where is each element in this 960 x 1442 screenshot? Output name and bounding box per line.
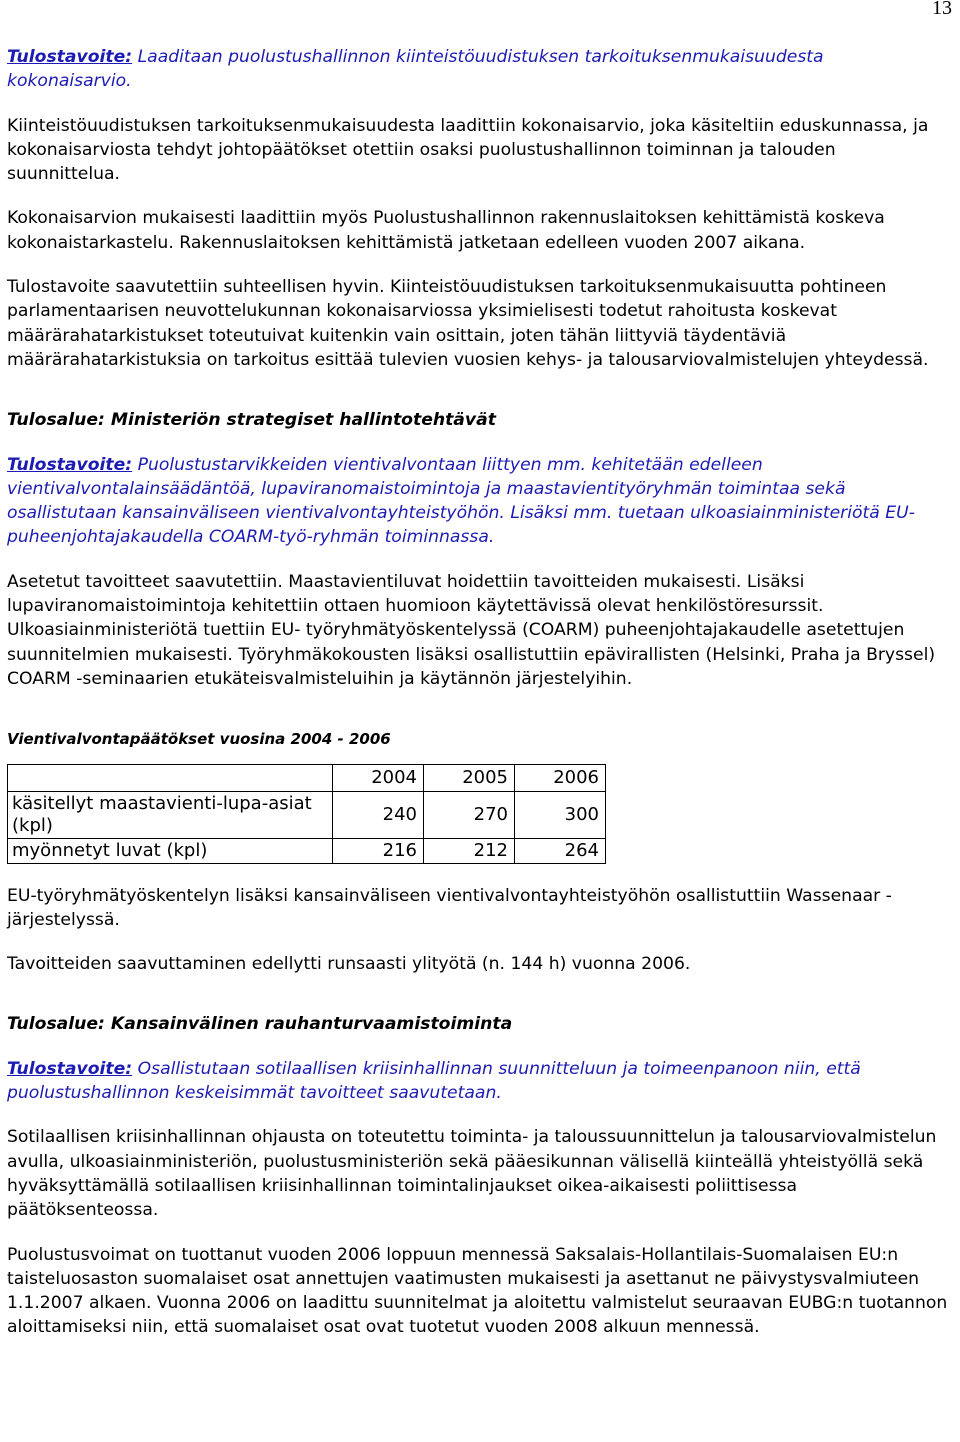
peacekeeping-goal — [7, 1057, 949, 1106]
intro-paragraph-1: Kiinteistöuudistuksen tarkoituksenmukaisuudesta laadittiin kokonaisarvio, joka käsiteltiin eduskunnassa, ja kokonaisarviosta tehdyt johtopäätökset otettiin osaksi puolustushallinnon toiminnan ja talouden suunnittelua. — [7, 115, 929, 185]
table-header-row — [8, 764, 606, 791]
peacekeeping-paragraph-2: Puolustusvoimat on tuottanut vuoden 2006 loppuun mennessä Saksalais-Hollantilais-Suomalaisen EU:n taisteluosaston suomalaiset osat annettujen vaatimusten mukaisesti ja asettanut ne päivystysvalmiuteen 1.1.2007 alkaen. Vuonna 2006 on laadittu suunnitelmat ja aloitettu valmistelut seuraavan EUBG:n tuotannon aloittamiseksi niin, että suomalaiset osat ovat tuotetut vuoden 2008 alkuun mennessä. — [7, 1244, 948, 1338]
ministry-goal — [7, 453, 949, 550]
intro-paragraph-2: Kokonaisarvion mukaisesti laadittiin myös Puolustushallinnon rakennuslaitoksen kehittämistä koskeva kokonaistarkastelu. Rakennuslaitoksen kehittämistä jatketaan edelleen vuoden 2007 aikana. — [7, 208, 885, 253]
table-row — [8, 838, 606, 863]
goal-label: Tulostavoite: — [7, 1058, 133, 1079]
goal-text: Laaditaan puolustushallinnon kiinteistöuudistuksen tarkoituksenmukaisuudesta kokonaisarvio. — [7, 47, 824, 92]
table-corner-cell — [8, 764, 333, 791]
peacekeeping-paragraph-1: Sotilaallisen kriisinhallinnan ohjausta on toteutettu toiminta- ja taloussuunnittelun ja talousarviovalmistelun avulla, ulkoasiainministeriön, puolustusministeriön sekä pääesikunnan välisellä kiinteällä yhteistyöllä sekä hyväksyttämällä sotilaallisen kriisinhallinnan toimintalinjaukset oikea-aikaisesti poliittisessa päätöksenteossa. — [7, 1127, 937, 1221]
table-title: Vientivalvontapäätökset vuosina 2004 - 2006 — [7, 730, 391, 749]
intro-paragraph-3: Tulostavoite saavutettiin suhteellisen hyvin. Kiinteistöuudistuksen tarkoituksenmukaisuutta pohtineen parlamentaarisen neuvottelukunnan kokonaisarviossa yksimielisesti todetut rahoitusta koskevat määrärahatarkistukset toteutuivat kuitenkin vain osittain, joten tähän liittyviä täydentäviä määrärahatarkistuksia on tarkoitus esittää tulevien vuosien kehys- ja talousarviovalmistelujen yhteydessä. — [7, 277, 929, 370]
table-cell: 264 — [515, 838, 606, 863]
export-decisions-table — [7, 764, 606, 864]
goal-label: Tulostavoite: — [7, 454, 133, 475]
table-cell: 300 — [515, 791, 606, 838]
section-heading-ministry: Tulosalue: Ministeriön strategiset hallintotehtävät — [7, 410, 496, 431]
section-heading-peacekeeping: Tulosalue: Kansainvälinen rauhanturvaamistoiminta — [7, 1014, 513, 1035]
row-label: myönnetyt luvat (kpl) — [8, 838, 333, 863]
table-cell: 212 — [424, 838, 515, 863]
year-header: 2004 — [333, 764, 424, 791]
intro-goal — [7, 45, 949, 94]
year-header: 2006 — [515, 764, 606, 791]
goal-label: Tulostavoite: — [7, 47, 133, 67]
table-row — [8, 791, 606, 838]
goal-text: Puolustustarvikkeiden vientivalvontaan liittyen mm. kehitetään edelleen vientivalvontalainsäädäntöä, lupaviranomaistoimintoja ja maastavientityöryhmän toimintaa sekä osallistutaan kansainväliseen vientivalvontayhteistyöhön. Lisäksi mm. tuetaan ulkoasiainministeriötä EU-puheenjohtajakaudella COARM-työ-ryhmän toiminnassa. — [7, 454, 915, 548]
ministry-paragraph-3: Tavoitteiden saavuttaminen edellytti runsaasti ylityötä (n. 144 h) vuonna 2006. — [7, 954, 691, 975]
table-cell: 240 — [333, 791, 424, 838]
table-cell: 216 — [333, 838, 424, 863]
year-header: 2005 — [424, 764, 515, 791]
ministry-paragraph-2: EU-työryhmätyöskentelyn lisäksi kansainväliseen vientivalvontayhteistyöhön osallistuttiin Wassenaar -järjestelyssä. — [7, 885, 892, 930]
page-number: 13 — [932, 0, 952, 19]
goal-text: Osallistutaan sotilaallisen kriisinhallinnan suunnitteluun ja toimeenpanoon niin, että puolustushallinnon keskeisimmät tavoitteet saavutetaan. — [7, 1058, 861, 1104]
document-body — [7, 45, 949, 1340]
ministry-paragraph-1: Asetetut tavoitteet saavutettiin. Maastavientiluvat hoidettiin tavoitteiden mukaisesti. Lisäksi lupaviranomaistoimintoja kehitettiin ottaen huomioon käytettävissä olevat henkilöstöresurssit. Ulkoasiainministeriötä tuettiin EU- työryhmätyöskentelyssä (COARM) puheenjohtajakaudelle asetettujen suunnitelmien mukaisesti. Työryhmäkokousten lisäksi osallistuttiin epävirallisten (Helsinki, Praha ja Bryssel) COARM -seminaarien etukäteisvalmisteluihin ja käytännön järjestelyihin. — [7, 571, 936, 689]
table-cell: 270 — [424, 791, 515, 838]
row-label: käsitellyt maastavienti-lupa-asiat (kpl) — [8, 791, 333, 838]
